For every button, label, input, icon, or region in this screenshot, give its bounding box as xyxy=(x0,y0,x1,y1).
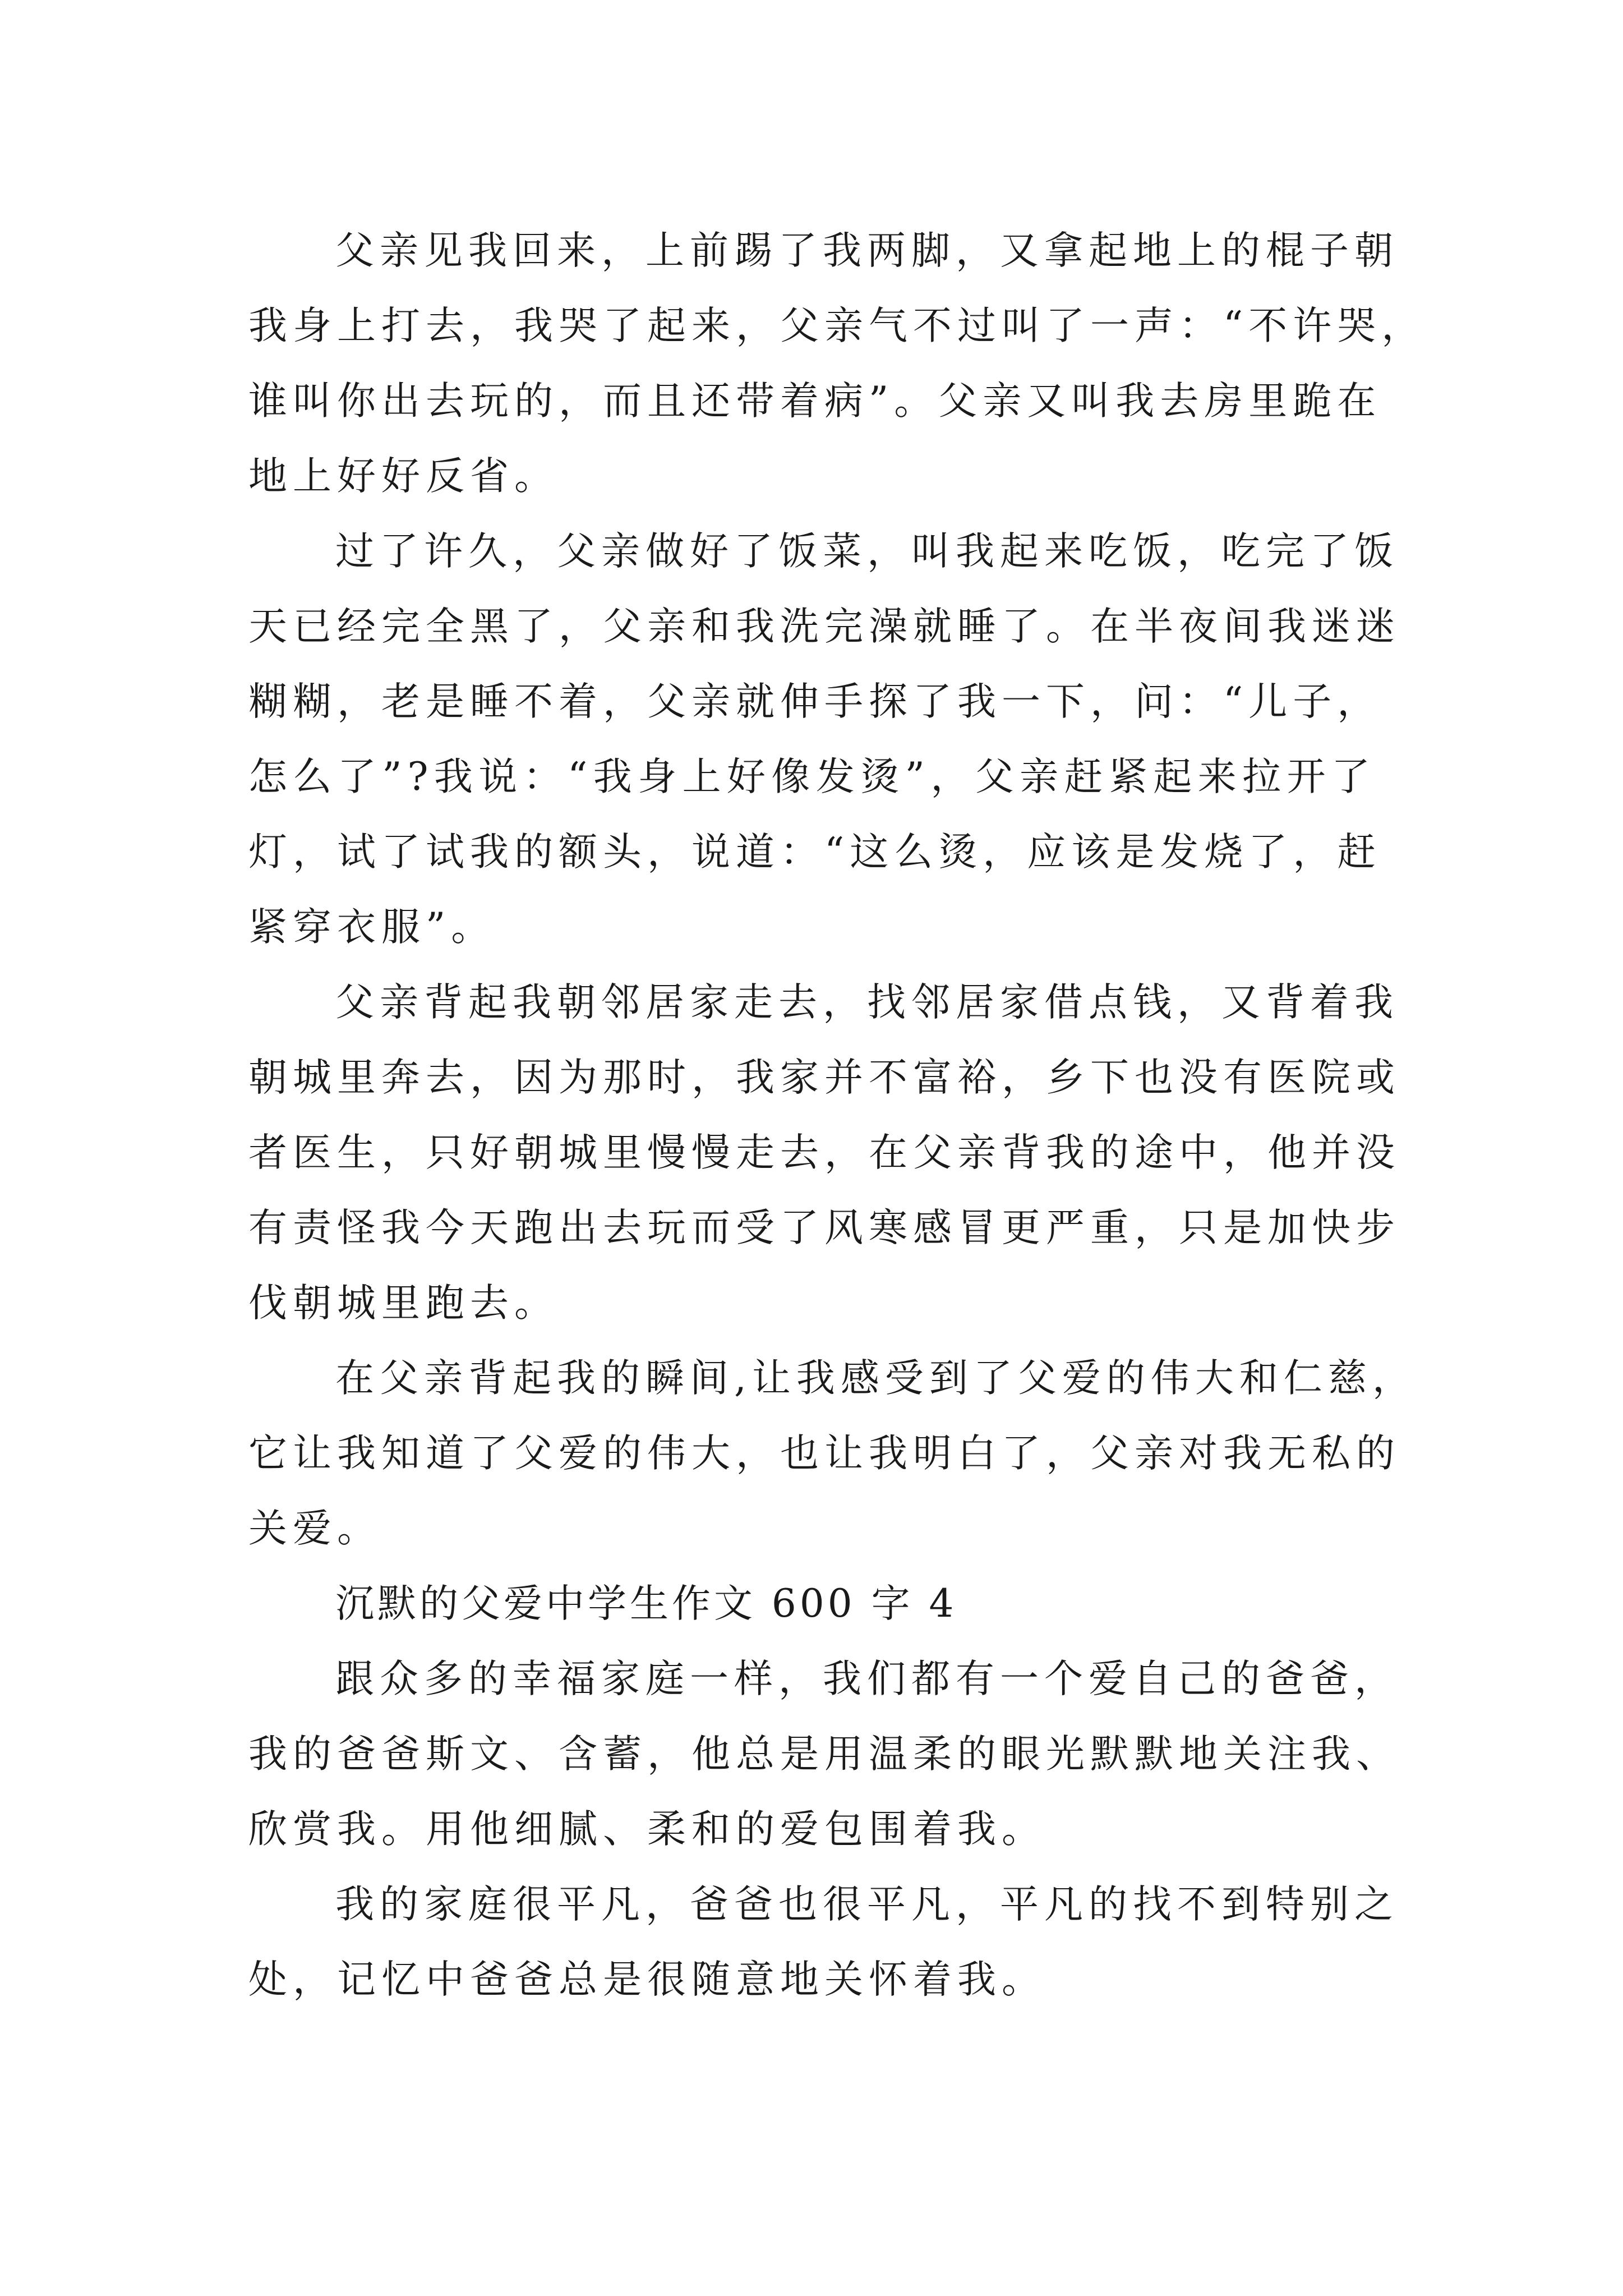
paragraph-1-line-1: 父亲见我回来，上前踢了我两脚，又拿起地上的棍子朝 xyxy=(335,228,1399,273)
paragraph-4-line-1: 在父亲背起我的瞬间,让我感受到了父爱的伟大和仁慈， xyxy=(335,1356,1417,1401)
paragraph-7-line-1: 我的家庭很平凡，爸爸也很平凡，平凡的找不到特别之 xyxy=(335,1882,1399,1927)
paragraph-2-line-6: 紧穿衣服”。 xyxy=(248,905,496,950)
paragraph-3-line-2: 朝城里奔去，因为那时，我家并不富裕，乡下也没有医院或 xyxy=(248,1055,1400,1100)
paragraph-1-line-4: 地上好好反省。 xyxy=(248,454,559,499)
paragraph-4-line-2: 它让我知道了父爱的伟大，也让我明白了，父亲对我无私的 xyxy=(248,1431,1400,1476)
paragraph-3-line-4: 有责怪我今天跑出去玩而受了风寒感冒更严重，只是加快步 xyxy=(248,1205,1400,1250)
paragraph-4-line-3: 关爱。 xyxy=(248,1506,381,1551)
paragraph-6-line-2: 我的爸爸斯文、含蓄，他总是用温柔的眼光默默地关注我、 xyxy=(248,1732,1400,1777)
paragraph-6-line-3: 欣赏我。用他细腻、柔和的爱包围着我。 xyxy=(248,1807,1046,1852)
paragraph-3-line-1: 父亲背起我朝邻居家走去，找邻居家借点钱，又背着我 xyxy=(335,980,1399,1025)
paragraph-2-line-2: 天已经完全黑了，父亲和我洗完澡就睡了。在半夜间我迷迷 xyxy=(248,604,1400,649)
paragraph-2-line-4: 怎么了”?我说：“我身上好像发烫”，父亲赶紧起来拉开了 xyxy=(248,754,1376,799)
paragraph-6-line-1: 跟众多的幸福家庭一样，我们都有一个爱自己的爸爸， xyxy=(335,1657,1399,1701)
document-body xyxy=(248,213,1426,2017)
paragraph-2-line-1: 过了许久，父亲做好了饭菜，叫我起来吃饭，吃完了饭 xyxy=(335,529,1399,574)
paragraph-3-line-5: 伐朝城里跑去。 xyxy=(248,1281,559,1326)
paragraph-7-line-2: 处，记忆中爸爸总是很随意地关怀着我。 xyxy=(248,1957,1046,2002)
paragraph-2-line-3: 糊糊，老是睡不着，父亲就伸手探了我一下，问：“儿子， xyxy=(248,679,1382,724)
paragraph-2-line-5: 灯，试了试我的额头，说道：“这么烫，应该是发烧了，赶 xyxy=(248,830,1382,875)
paragraph-1-line-2: 我身上打去，我哭了起来，父亲气不过叫了一声：“不许哭， xyxy=(248,303,1426,348)
paragraph-3-line-3: 者医生，只好朝城里慢慢走去，在父亲背我的途中，他并没 xyxy=(248,1130,1400,1175)
section-heading: 沉默的父爱中学生作文 600 字 4 xyxy=(335,1581,957,1626)
paragraph-1-line-3: 谁叫你出去玩的，而且还带着病”。父亲又叫我去房里跪在 xyxy=(248,379,1382,424)
